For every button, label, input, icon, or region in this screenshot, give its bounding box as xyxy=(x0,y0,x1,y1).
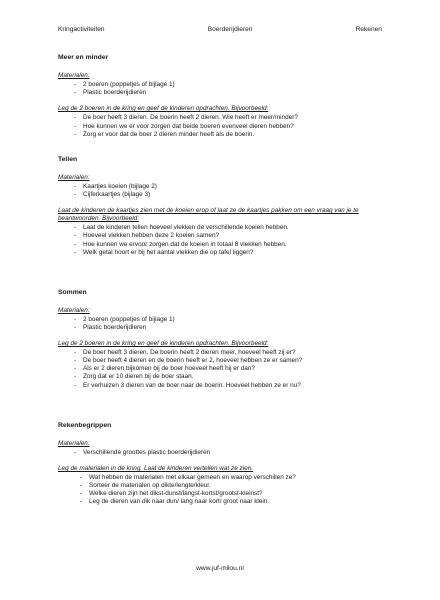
page-header xyxy=(58,26,382,35)
list-item: - Zorg er voor dat de boer 2 dieren minder heeft als de boerin. xyxy=(74,131,382,139)
list-item: - Cijferkaartjes (bijlage 3) xyxy=(74,191,382,199)
list-item: - Leg de dieren van dik naar dun/ lang naar kort/ groot naar klein. xyxy=(80,498,382,506)
list-item: - Plastic boerderijdieren xyxy=(74,324,382,332)
section-title: Sommen xyxy=(58,288,87,296)
materials-list xyxy=(74,81,382,97)
list-item: - Laat de kinderen tellen hoeveel vlekken de verschillende koeien hebben. xyxy=(74,224,382,232)
task-list xyxy=(74,349,382,389)
materials-list xyxy=(74,316,382,332)
list-item: - De boer heeft 3 dieren. De boerin heeft 2 dieren. Wie heeft er meer/minder? xyxy=(74,114,382,122)
instruction: Leg de 2 boeren in de kring en geef de kinderen opdrachten. Bijvoorbeeld: xyxy=(58,340,269,348)
header-center: Boerderijdieren xyxy=(207,26,253,33)
task-list xyxy=(74,114,382,138)
section-meer-en-minder xyxy=(58,54,382,139)
instruction: Leg de materialen in de kring. Laat de kinderen vertellen wat ze zien. xyxy=(58,464,254,472)
section-rekenbegrippen xyxy=(58,422,382,507)
list-item: - 2 boeren (poppetjes of bijlage 1) xyxy=(74,316,382,324)
header-left: Kringactiviteiten xyxy=(58,26,105,33)
materials-list xyxy=(74,183,382,199)
list-item: - Hoe kunnen we er voor zorgen dat beide boeren evenveel dieren hebben? xyxy=(74,123,382,131)
materials-list xyxy=(74,449,382,457)
list-item: - Als er 2 dieren bijkomen bij de boer hoeveel heeft hij er dan? xyxy=(74,365,382,373)
section-title: Rekenbegrippen xyxy=(58,421,112,429)
list-item: - Welk getal hoort er bij het aantal vlekken die op tafel liggen? xyxy=(74,249,382,257)
instruction: Leg de 2 boeren in de kring en geef de kinderen opdrachten. Bijvoorbeeld: xyxy=(58,105,269,113)
materials-label: Materialen: xyxy=(58,439,90,447)
list-item: - De boer heeft 3 dieren. De boerin heeft 2 dieren meer, hoeveel heeft zij er? xyxy=(74,349,382,357)
section-sommen xyxy=(58,289,382,390)
instruction: Laat de kinderen de kaartjes zien met de koeien erop of laat ze de kaartjes pakken om een vraag van je te beantwoorden. Bijvoorbeeld: xyxy=(58,207,359,223)
task-list xyxy=(74,224,382,256)
list-item: - Sorteer de materialen op dikte/lengte/kleur. xyxy=(80,482,382,490)
section-title: Meer en minder xyxy=(58,54,109,61)
header-right: Rekenen xyxy=(355,26,382,33)
list-item: - Hoeveel vlekken hebben deze 2 koeien samen? xyxy=(74,232,382,240)
footer-url: www.juf-milou.nl xyxy=(196,565,244,572)
list-item: - Verschillende groottes plastic boerderijdieren xyxy=(74,449,382,457)
list-item: - Plastic boerderijdieren xyxy=(74,89,382,97)
materials-label: Materialen: xyxy=(58,306,90,314)
list-item: - Zorg dat er 10 dieren bij de boer staan. xyxy=(74,373,382,381)
list-item: - Kaartjes koeien (bijlage 2) xyxy=(74,183,382,191)
list-item: - Hoe kunnen we ervoor zorgen dat de koeien in totaal 8 vlekken hebben. xyxy=(74,241,382,249)
list-item: - Er verhuizen 3 dieren van de boer naar de boerin. Hoeveel hebben ze er nu? xyxy=(74,382,382,390)
materials-label: Materialen: xyxy=(58,72,90,80)
list-item: - Welke dieren zijn het dikst-dunst/langst-kortst/grootst-kleinst? xyxy=(80,490,382,498)
list-item: - Wat hebben de materialen met elkaar gemeen en waarop verschillen ze? xyxy=(80,474,382,482)
section-tellen xyxy=(58,156,382,257)
list-item: - 2 boeren (poppetjes of bijlage 1) xyxy=(74,81,382,89)
section-title: Tellen xyxy=(58,155,78,163)
materials-label: Materialen: xyxy=(58,173,90,181)
task-list xyxy=(80,474,382,506)
list-item: - De boer heeft 4 dieren en de boerin heeft er 2, hoeveel hebben ze er samen? xyxy=(74,357,382,365)
